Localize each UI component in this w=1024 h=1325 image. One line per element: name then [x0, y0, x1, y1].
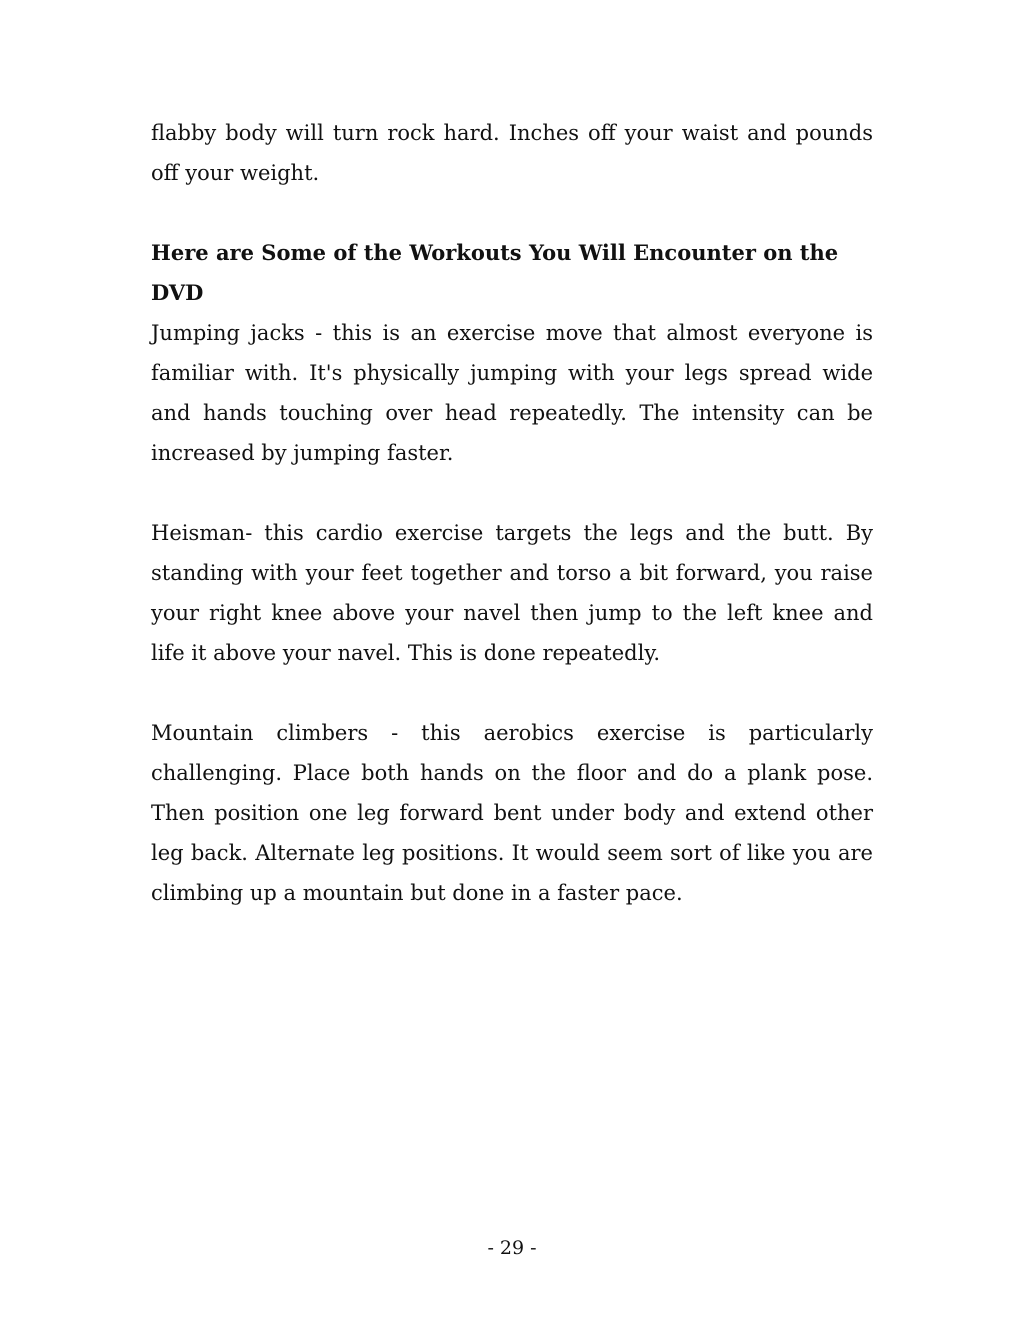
paragraph-mountain-climbers: Mountain climbers - this aerobics exercise is particularly challenging. Place both hands on the floor and do a plank pose. Then position one leg forward bent under body and extend other leg back. Alternate leg positions. It would seem sort of like you are climbing up a mountain but done in a faster pace. [151, 721, 873, 905]
intro-paragraph: flabby body will turn rock hard. Inches off your waist and pounds off your weight. [151, 121, 873, 185]
page-body [151, 113, 873, 913]
section-heading: Here are Some of the Workouts You Will Encounter on the DVD [151, 240, 839, 305]
paragraph-jumping-jacks: Jumping jacks - this is an exercise move that almost everyone is familiar with. It's physically jumping with your legs spread wide and hands touching over head repeatedly. The intensity can be increased by jumping faster. [151, 321, 873, 465]
page-number: - 29 - [487, 1237, 537, 1259]
paragraph-heisman: Heisman- this cardio exercise targets the legs and the butt. By standing with your feet together and torso a bit forward, you raise your right knee above your navel then jump to the left knee and life it above your navel. This is done repeatedly. [151, 521, 873, 665]
